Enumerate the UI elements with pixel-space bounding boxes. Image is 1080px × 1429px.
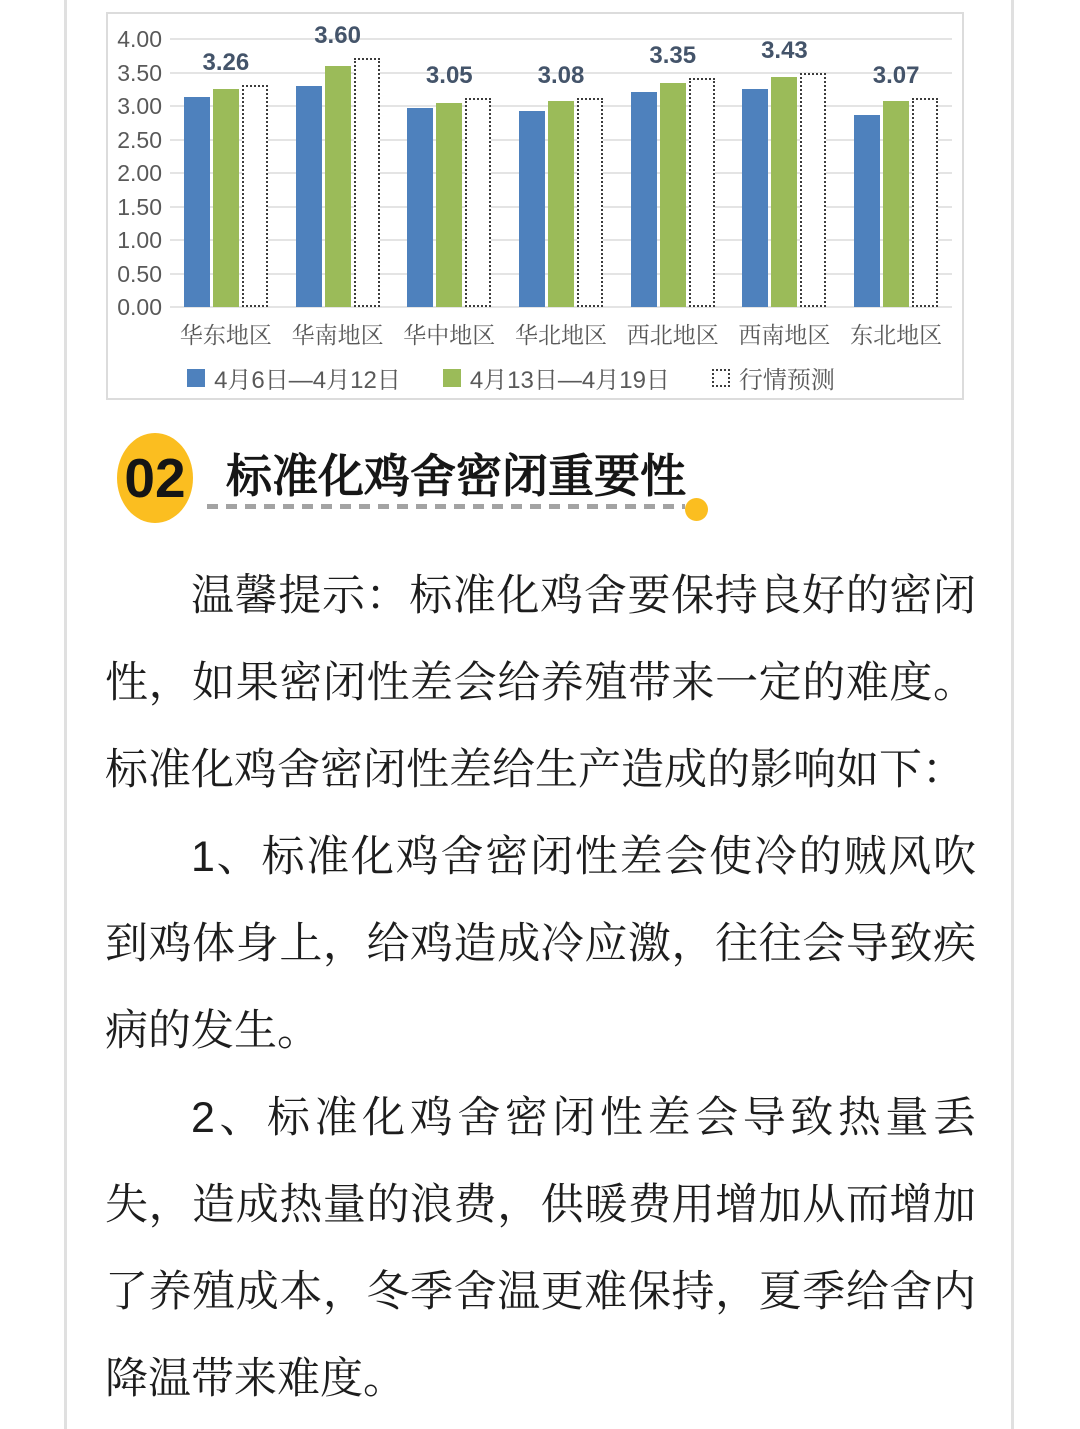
bar-value-label: 3.07 (872, 61, 920, 89)
series-bar (854, 115, 880, 307)
section-title: 标准化鸡舍密闭重要性 (226, 450, 686, 502)
series-bar (660, 83, 686, 307)
bar-value-label: 3.43 (761, 36, 808, 64)
forecast-bar (912, 98, 938, 307)
paragraph: 2、标准化鸡舍密闭性差会导致热量丢失，造成热量的浪费，供暖费用增加从而增加了养殖成本，冬季舍温更难保持，夏季给舍内降温带来难度。 (105, 1094, 976, 1403)
series-bar (213, 89, 239, 307)
series-bar (742, 89, 768, 307)
forecast-bar (689, 78, 715, 307)
series-bar (325, 66, 351, 307)
section-number-badge: 02 (117, 433, 193, 523)
y-axis-tick-label: 0.50 (117, 260, 162, 287)
paragraph: 1、标准化鸡舍密闭性差会使冷的贼风吹到鸡体身上，给鸡造成冷应激，往往会导致疾病的发生。 (105, 833, 976, 1055)
bar-value-label: 3.60 (314, 21, 361, 49)
series-bar (771, 77, 797, 307)
legend-label: 4月6日—4月12日 (214, 367, 401, 394)
right-edge-rule (1011, 0, 1014, 1429)
y-axis-tick-label: 3.00 (117, 93, 162, 119)
bar-value-label: 3.35 (649, 41, 697, 69)
left-edge-rule (64, 0, 67, 1429)
forecast-bar (354, 58, 380, 307)
series-bar (407, 108, 433, 307)
bar-value-label: 3.26 (202, 48, 250, 76)
legend-label: 行情预测 (738, 367, 835, 394)
y-axis-tick-label: 1.00 (117, 227, 162, 253)
legend-item (443, 360, 670, 395)
bar-value-label: 3.08 (537, 61, 585, 89)
plot-area (170, 21, 952, 307)
series-bar (631, 92, 657, 307)
series-bar (548, 101, 574, 307)
y-axis-tick-label: 3.50 (117, 59, 162, 86)
section-divider-dashes (207, 504, 685, 509)
article-body (105, 553, 976, 1423)
legend-label: 4月13日—4月19日 (469, 367, 670, 394)
y-axis-tick-label: 0.00 (117, 294, 162, 320)
y-axis-tick-label: 4.00 (117, 26, 162, 52)
category-label: 华北地区 (515, 322, 607, 348)
category-label: 华中地区 (403, 322, 496, 348)
series-bar (296, 86, 322, 307)
legend-swatch-icon (443, 369, 461, 387)
series-bar (883, 101, 909, 307)
series-bar (519, 111, 545, 307)
category-label: 华东地区 (179, 322, 272, 348)
y-axis-tick-label: 2.00 (117, 160, 162, 186)
y-axis-tick-label: 2.50 (117, 126, 162, 153)
bar-value-label: 3.05 (425, 61, 473, 89)
forecast-bar (242, 85, 268, 307)
chart-legend (108, 360, 962, 395)
legend-swatch-icon (712, 369, 730, 387)
forecast-bar (465, 98, 491, 307)
series-bar (184, 97, 210, 307)
legend-item (187, 360, 401, 395)
y-axis-tick-label: 1.50 (117, 193, 162, 220)
series-bar (436, 103, 462, 307)
forecast-bar (800, 73, 826, 308)
legend-swatch-icon (187, 369, 205, 387)
legend-item (712, 360, 835, 395)
forecast-bar (577, 98, 603, 307)
category-label: 东北地区 (850, 322, 943, 348)
category-label: 西北地区 (626, 322, 719, 348)
price-bar-chart (106, 12, 964, 400)
section-divider-dot (685, 498, 708, 521)
category-label: 西南地区 (738, 322, 831, 348)
gridline (170, 38, 952, 40)
paragraph: 温馨提示：标准化鸡舍要保持良好的密闭性，如果密闭性差会给养殖带来一定的难度。标准化鸡舍密闭性差给生产造成的影响如下： (105, 572, 976, 794)
category-label: 华南地区 (291, 322, 384, 348)
